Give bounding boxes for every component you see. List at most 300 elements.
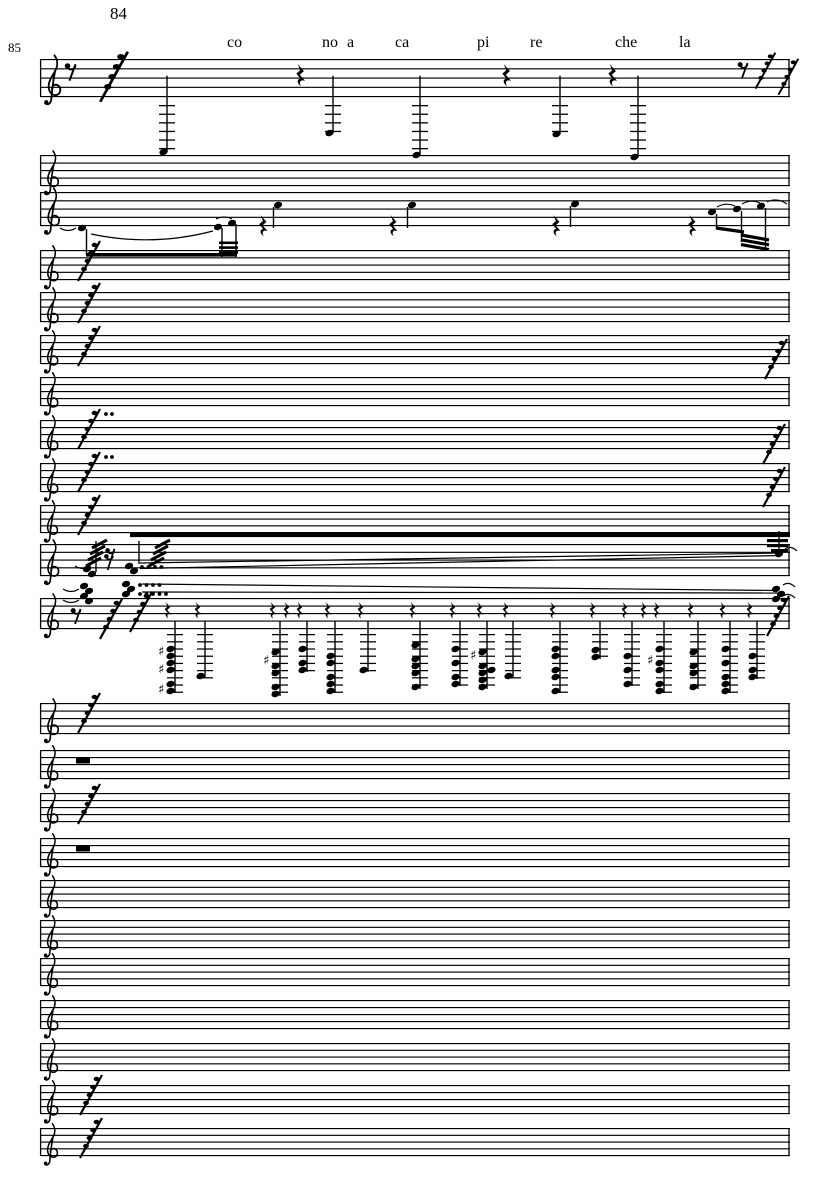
staff-line bbox=[40, 894, 790, 895]
beam bbox=[767, 539, 788, 542]
staff-1-voice bbox=[40, 52, 798, 161]
ledger-line bbox=[412, 114, 428, 115]
sharp-sign: ♯ bbox=[158, 662, 165, 678]
staff-line bbox=[40, 265, 790, 266]
staff-line bbox=[40, 972, 790, 973]
staff-14 bbox=[40, 746, 790, 788]
treble-clef-icon bbox=[44, 373, 58, 415]
treble-clef-icon bbox=[44, 876, 58, 917]
treble-clef-icon bbox=[44, 954, 58, 995]
ledger-line bbox=[452, 656, 468, 657]
beam bbox=[86, 253, 237, 257]
treble-clef-icon bbox=[44, 416, 58, 458]
staff-line bbox=[40, 606, 790, 607]
notehead bbox=[748, 673, 758, 681]
staff-11-tremolo-upper bbox=[40, 540, 790, 584]
staff-line bbox=[40, 934, 790, 935]
staff-line bbox=[40, 1014, 790, 1015]
ledger-line bbox=[197, 670, 213, 671]
staff-line bbox=[40, 757, 790, 758]
staff-line bbox=[40, 307, 790, 308]
staff-line bbox=[40, 1155, 790, 1156]
staff-line bbox=[40, 544, 790, 545]
lyric-syllable: ca bbox=[395, 34, 410, 51]
staff-23 bbox=[40, 1118, 790, 1165]
staff-line bbox=[40, 821, 790, 822]
ledger-line bbox=[412, 648, 428, 649]
treble-clef-icon bbox=[44, 1124, 58, 1165]
notehead bbox=[298, 659, 308, 667]
staff-line bbox=[40, 880, 790, 881]
staff-line bbox=[40, 927, 790, 928]
staff-line bbox=[40, 405, 790, 406]
tremolo-repeat-icon bbox=[80, 1075, 102, 1115]
staff-line bbox=[40, 484, 790, 485]
ledger-line bbox=[552, 663, 568, 664]
treble-clef-icon bbox=[44, 916, 58, 957]
notehead bbox=[551, 652, 561, 660]
notehead bbox=[655, 659, 665, 667]
staff-7 bbox=[40, 373, 790, 415]
staff-line bbox=[40, 96, 790, 97]
staff-line bbox=[40, 764, 790, 765]
staff-19 bbox=[40, 954, 790, 995]
ledger-line bbox=[159, 122, 175, 123]
ledger-line bbox=[412, 122, 428, 123]
ledger-line bbox=[197, 648, 213, 649]
ledger-line bbox=[327, 670, 343, 671]
treble-clef-icon bbox=[44, 834, 58, 876]
ledger-line bbox=[159, 148, 175, 149]
staff-line bbox=[40, 155, 790, 156]
staff-line bbox=[40, 163, 790, 164]
staff-line bbox=[40, 900, 790, 901]
ledger-line bbox=[552, 105, 568, 106]
staff-line bbox=[40, 434, 790, 435]
ledger-line bbox=[690, 677, 706, 678]
staff-line bbox=[40, 800, 790, 801]
staff-line bbox=[40, 250, 790, 251]
notehead bbox=[326, 673, 336, 681]
quarter-rest-icon bbox=[550, 602, 556, 618]
staff-line bbox=[40, 272, 790, 273]
notehead bbox=[721, 659, 731, 667]
ledger-line bbox=[360, 656, 376, 657]
tremolo-repeat-icon bbox=[78, 495, 100, 535]
staff-line bbox=[40, 965, 790, 966]
staff-line bbox=[40, 1028, 790, 1029]
notehead bbox=[271, 683, 281, 691]
quarter-rest-icon bbox=[747, 602, 753, 618]
treble-clef-icon bbox=[44, 288, 58, 331]
sharp-sign: ♯ bbox=[263, 653, 270, 669]
ledger-line bbox=[412, 634, 428, 635]
ledger-line bbox=[505, 641, 521, 642]
tie-slur bbox=[60, 228, 76, 231]
lyric-syllable: no bbox=[322, 34, 338, 51]
staff-line bbox=[40, 377, 790, 378]
ledger-line bbox=[167, 641, 183, 642]
tie-slur bbox=[91, 231, 213, 240]
quarter-rest-icon bbox=[688, 602, 694, 618]
staff-line bbox=[40, 859, 790, 860]
tie-slur bbox=[63, 600, 79, 603]
tremolo-repeat-icon bbox=[763, 467, 785, 507]
staff-5 bbox=[40, 283, 790, 331]
notehead bbox=[411, 683, 421, 691]
ledger-line bbox=[505, 670, 521, 671]
staff-line bbox=[40, 985, 790, 986]
ledger-line bbox=[624, 634, 640, 635]
notehead bbox=[298, 645, 308, 653]
staff-line bbox=[40, 1092, 790, 1093]
ledger-line bbox=[197, 634, 213, 635]
staff-line bbox=[40, 59, 790, 60]
ledger-line bbox=[624, 641, 640, 642]
notehead bbox=[623, 652, 633, 660]
ledger-line bbox=[749, 634, 765, 635]
quarter-rest-icon bbox=[590, 602, 596, 618]
ledger-line bbox=[327, 634, 343, 635]
chord-columns bbox=[158, 602, 765, 698]
ledger-line bbox=[722, 641, 738, 642]
tremolo-repeat-icon bbox=[100, 599, 122, 639]
notehead bbox=[478, 676, 488, 684]
staff-line bbox=[40, 349, 790, 350]
ledger-line bbox=[272, 634, 288, 635]
notehead bbox=[298, 666, 308, 674]
notehead bbox=[591, 646, 601, 654]
stem bbox=[716, 228, 744, 232]
tremolo-repeat-icon bbox=[78, 283, 100, 323]
staff-line bbox=[40, 321, 790, 322]
treble-clef-icon bbox=[44, 331, 58, 373]
staff-line bbox=[40, 398, 790, 399]
ledger-line bbox=[272, 641, 288, 642]
tie-slur bbox=[742, 201, 760, 204]
ledger-line bbox=[630, 139, 646, 140]
notehead bbox=[748, 652, 758, 660]
staff-line bbox=[40, 711, 790, 712]
ledger-line bbox=[592, 634, 608, 635]
staff-20 bbox=[40, 996, 790, 1038]
quarter-rest-icon bbox=[608, 64, 617, 86]
lyric-syllable: che bbox=[615, 34, 638, 51]
notehead bbox=[732, 205, 742, 213]
ledger-line bbox=[690, 641, 706, 642]
staff-line bbox=[40, 192, 790, 193]
ledger-line bbox=[656, 677, 672, 678]
notehead bbox=[551, 645, 561, 653]
ledger-line bbox=[479, 634, 495, 635]
ledger-line bbox=[167, 634, 183, 635]
treble-clef-icon bbox=[44, 246, 58, 289]
staff-18 bbox=[40, 916, 790, 957]
treble-clef-icon bbox=[44, 151, 58, 194]
ledger-line bbox=[749, 641, 765, 642]
quarter-rest-icon bbox=[622, 602, 628, 618]
staff-line bbox=[40, 209, 790, 210]
notehead bbox=[166, 645, 176, 653]
staff-line bbox=[40, 845, 790, 846]
whole-rest-icon bbox=[76, 757, 90, 764]
quarter-rest-icon bbox=[410, 602, 416, 618]
staff-line bbox=[40, 292, 790, 293]
ledger-line bbox=[552, 684, 568, 685]
quarter-rest-icon bbox=[450, 602, 456, 618]
treble-clef-icon bbox=[44, 594, 58, 637]
beam bbox=[767, 544, 788, 547]
staff-22 bbox=[40, 1075, 790, 1123]
staff-line bbox=[40, 726, 790, 727]
ledger-line bbox=[552, 122, 568, 123]
staff-line bbox=[40, 958, 790, 959]
staff-line bbox=[40, 947, 790, 948]
staff-line bbox=[40, 420, 790, 421]
notehead bbox=[196, 672, 206, 680]
ledger-line bbox=[167, 677, 183, 678]
quarter-rest-icon bbox=[641, 602, 647, 618]
staff-line bbox=[40, 1135, 790, 1136]
ledger-line bbox=[452, 641, 468, 642]
staff-line bbox=[40, 1070, 790, 1071]
eighth-rest-icon bbox=[738, 62, 748, 78]
staff-line bbox=[40, 519, 790, 520]
notehead bbox=[407, 201, 417, 209]
tremolo-dot bbox=[138, 592, 142, 596]
ledger-line bbox=[624, 648, 640, 649]
treble-clef-icon bbox=[44, 699, 58, 742]
notehead bbox=[623, 666, 633, 674]
notehead bbox=[504, 672, 514, 680]
staff-line bbox=[40, 448, 790, 449]
staff-line bbox=[40, 342, 790, 343]
staff-line bbox=[40, 852, 790, 853]
ledger-line bbox=[272, 677, 288, 678]
staff-21 bbox=[40, 1039, 790, 1080]
staff-line bbox=[40, 907, 790, 908]
staff-line bbox=[40, 185, 790, 186]
staff-line bbox=[40, 750, 790, 751]
staff-4 bbox=[40, 241, 790, 289]
staff-line bbox=[40, 1021, 790, 1022]
staff-8 bbox=[40, 409, 790, 464]
ledger-line bbox=[656, 656, 672, 657]
notehead bbox=[166, 652, 176, 660]
ledger-line bbox=[452, 634, 468, 635]
staff-line bbox=[40, 1043, 790, 1044]
ledger-line bbox=[299, 634, 315, 635]
notehead bbox=[655, 666, 665, 674]
ledger-line bbox=[272, 656, 288, 657]
staff-line bbox=[40, 866, 790, 867]
notehead bbox=[487, 666, 497, 674]
notehead bbox=[689, 683, 699, 691]
staff-line bbox=[40, 356, 790, 357]
tremolo-repeat-icon bbox=[765, 339, 787, 379]
staff-line bbox=[40, 733, 790, 734]
notehead bbox=[478, 683, 488, 691]
ledger-line bbox=[327, 648, 343, 649]
ledger-line bbox=[624, 677, 640, 678]
notehead bbox=[359, 666, 369, 674]
staff-line bbox=[40, 1057, 790, 1058]
sharp-sign: ♯ bbox=[647, 653, 654, 669]
staff-line bbox=[40, 391, 790, 392]
tremolo-repeat-icon bbox=[78, 241, 100, 281]
ledger-line bbox=[412, 105, 428, 106]
ledger-line bbox=[197, 656, 213, 657]
tremolo-dot bbox=[158, 592, 162, 596]
ledger-line bbox=[412, 131, 428, 132]
staff-line bbox=[40, 314, 790, 315]
notehead bbox=[451, 673, 461, 681]
quarter-rest-icon bbox=[325, 602, 331, 618]
staff-line bbox=[40, 1148, 790, 1149]
ledger-line bbox=[412, 139, 428, 140]
notehead bbox=[326, 687, 336, 695]
tie-slur bbox=[717, 204, 735, 207]
ledger-line bbox=[505, 634, 521, 635]
tremolo-dot bbox=[164, 592, 168, 596]
notehead bbox=[551, 673, 561, 681]
tie-slur bbox=[63, 589, 79, 592]
staff-9 bbox=[40, 452, 790, 507]
staff-line bbox=[40, 525, 790, 526]
notehead bbox=[721, 687, 731, 695]
beam bbox=[219, 251, 238, 254]
staff-line bbox=[40, 217, 790, 218]
ledger-line bbox=[299, 656, 315, 657]
notehead bbox=[721, 673, 731, 681]
staff-line bbox=[40, 363, 790, 364]
staff-3-melody bbox=[40, 188, 790, 236]
treble-clef-icon bbox=[44, 540, 59, 584]
staff-line bbox=[40, 463, 790, 464]
lyric-syllable: la bbox=[679, 34, 691, 51]
notehead bbox=[591, 653, 601, 661]
ledger-line bbox=[197, 641, 213, 642]
staff-line bbox=[40, 621, 790, 622]
whole-rest-icon bbox=[76, 845, 90, 852]
quarter-rest-icon bbox=[165, 602, 171, 618]
measure-number: 85 bbox=[8, 40, 21, 55]
tremolo-repeat-icon bbox=[78, 326, 100, 366]
sharp-sign: ♯ bbox=[158, 644, 165, 660]
ledger-line bbox=[552, 641, 568, 642]
staff-13 bbox=[40, 693, 790, 742]
staff-line bbox=[40, 978, 790, 979]
quarter-rest-icon bbox=[654, 602, 660, 618]
staff-15 bbox=[40, 784, 790, 831]
ledger-line bbox=[749, 663, 765, 664]
quarter-rest-icon bbox=[284, 602, 290, 618]
beam bbox=[130, 533, 790, 538]
page-number: 84 bbox=[110, 4, 127, 23]
ledger-line bbox=[690, 656, 706, 657]
ledger-line bbox=[656, 634, 672, 635]
staff-line bbox=[40, 940, 790, 941]
ledger-line bbox=[325, 105, 341, 106]
ledger-line bbox=[479, 641, 495, 642]
ledger-line bbox=[630, 148, 646, 149]
ledger-line bbox=[412, 677, 428, 678]
tremolo-repeat-icon bbox=[78, 784, 100, 824]
staff-line bbox=[40, 793, 790, 794]
notehead bbox=[326, 652, 336, 660]
staff-line bbox=[40, 1050, 790, 1051]
staff-line bbox=[40, 200, 790, 201]
notehead bbox=[166, 659, 176, 667]
tremolo-dot bbox=[138, 583, 142, 587]
ledger-line bbox=[630, 114, 646, 115]
ledger-line bbox=[360, 663, 376, 664]
notehead bbox=[326, 680, 336, 688]
treble-clef-icon bbox=[44, 789, 58, 831]
staff-line bbox=[40, 512, 790, 513]
ledger-line bbox=[624, 663, 640, 664]
notehead bbox=[623, 680, 633, 688]
ledger-line bbox=[412, 148, 428, 149]
notehead bbox=[166, 687, 176, 695]
staff-line bbox=[40, 814, 790, 815]
tremolo-repeat-dots-icon bbox=[78, 409, 114, 449]
quarter-rest-icon bbox=[195, 602, 201, 618]
notehead bbox=[326, 659, 336, 667]
staff-line bbox=[40, 598, 790, 599]
tremolo-repeat-icon bbox=[80, 1118, 102, 1158]
ledger-line bbox=[690, 634, 706, 635]
quarter-rest-icon bbox=[358, 602, 364, 618]
staff-line bbox=[40, 1128, 790, 1129]
staff-line bbox=[40, 470, 790, 471]
staff-line bbox=[40, 477, 790, 478]
ledger-line bbox=[325, 114, 341, 115]
lyric-syllable: re bbox=[530, 34, 543, 51]
sharp-sign: ♯ bbox=[158, 682, 165, 698]
ledger-line bbox=[159, 139, 175, 140]
ledger-line bbox=[630, 131, 646, 132]
staff-16 bbox=[40, 834, 790, 876]
lyric-syllable: pi bbox=[477, 34, 490, 51]
ledger-line bbox=[479, 656, 495, 657]
notehead bbox=[166, 666, 176, 674]
staff-line bbox=[40, 1063, 790, 1064]
ledger-line bbox=[552, 114, 568, 115]
quarter-rest-icon bbox=[503, 602, 509, 618]
stem bbox=[142, 592, 778, 593]
treble-clef-icon bbox=[44, 996, 58, 1038]
beam bbox=[219, 242, 238, 245]
staff-line bbox=[40, 1106, 790, 1107]
ledger-line bbox=[197, 663, 213, 664]
tremolo-repeat-icon bbox=[763, 424, 785, 464]
ledger-line bbox=[159, 131, 175, 132]
staff-12-accompaniment bbox=[40, 580, 790, 639]
quarter-rest-icon bbox=[270, 602, 276, 618]
stem bbox=[142, 584, 778, 591]
staff-line bbox=[40, 384, 790, 385]
staff-line bbox=[40, 1113, 790, 1114]
staff-line bbox=[40, 1000, 790, 1001]
staff-line bbox=[40, 299, 790, 300]
staff-line bbox=[40, 441, 790, 442]
staff-line bbox=[40, 87, 790, 88]
notehead bbox=[451, 659, 461, 667]
staff-line bbox=[40, 887, 790, 888]
ledger-line bbox=[159, 105, 175, 106]
staff-line bbox=[40, 778, 790, 779]
